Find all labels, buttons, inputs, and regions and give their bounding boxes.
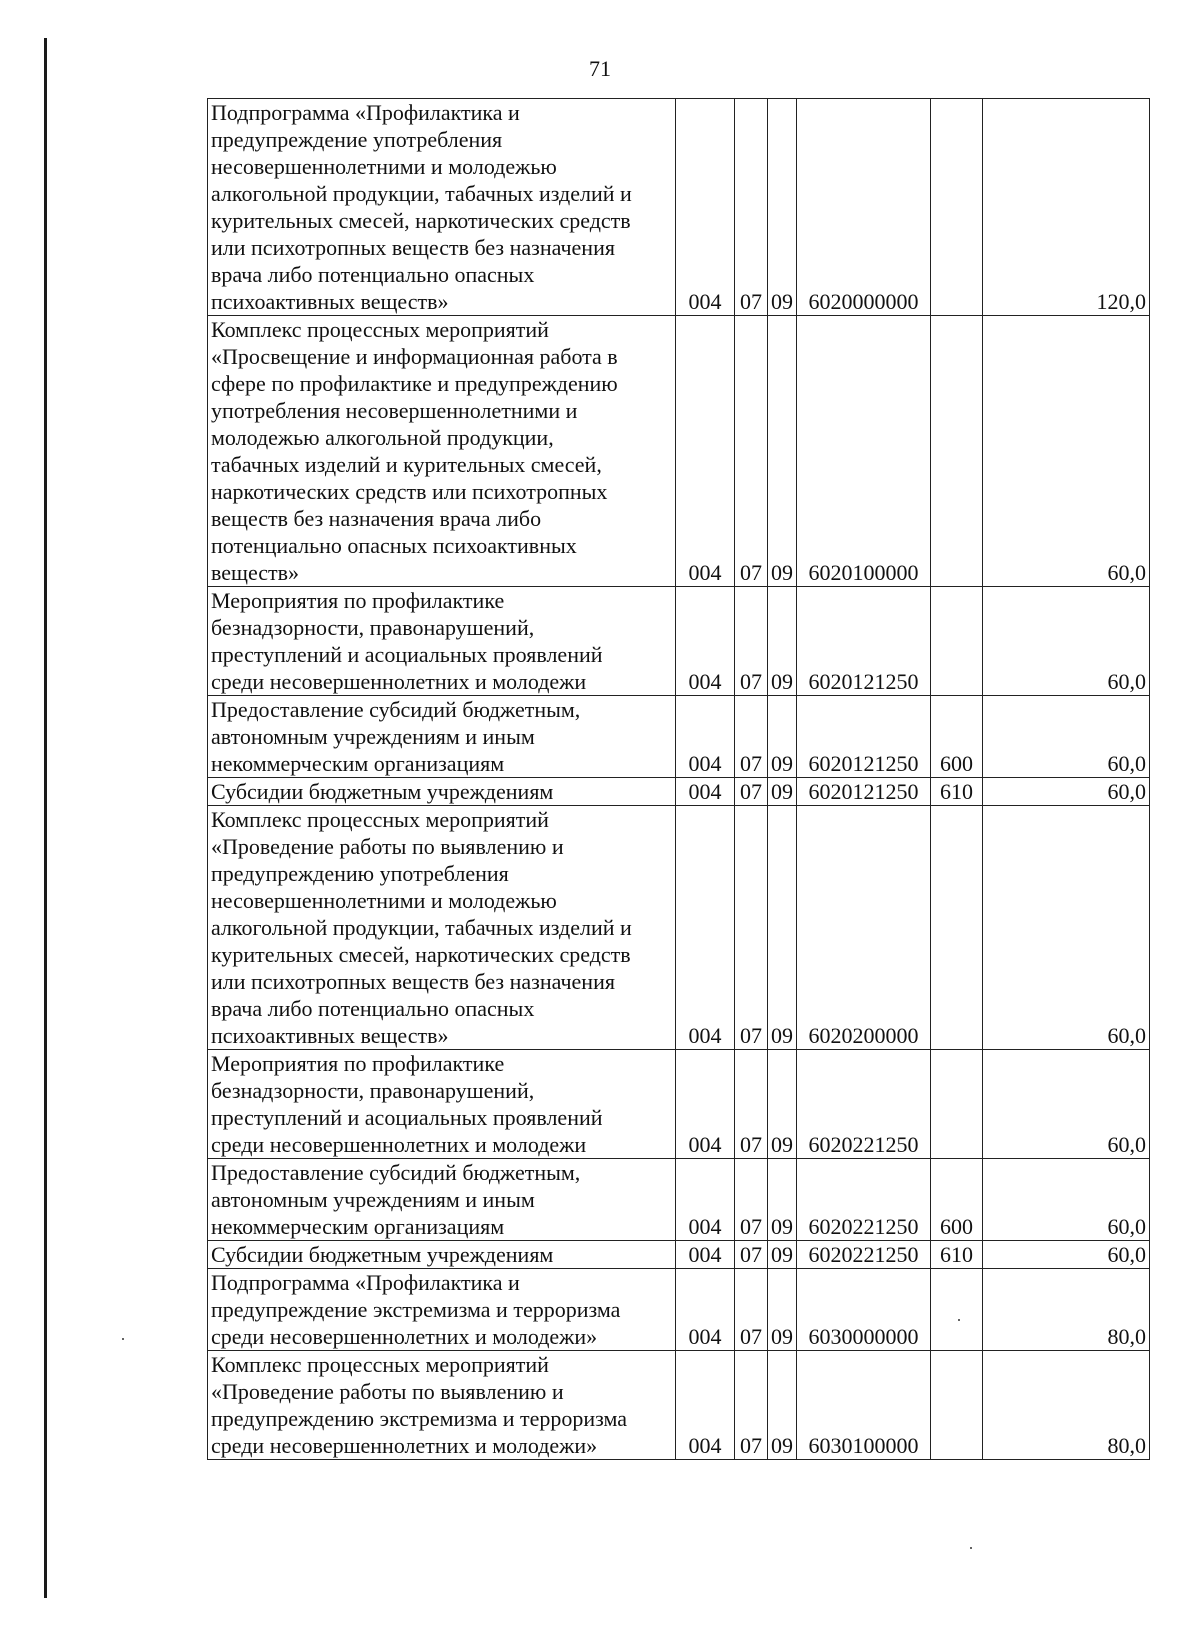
- amount: 60,0: [983, 1159, 1150, 1241]
- expense-type-code: [931, 1351, 983, 1460]
- row-name: Мероприятия по профилактике безнадзорности, правонарушений, преступлений и асоциальных проявлений среди несовершеннолетних и молодежи: [208, 1050, 676, 1159]
- target-article-code: 6020121250: [797, 696, 931, 778]
- subsection-code: 09: [768, 806, 797, 1050]
- row-name: Комплекс процессных мероприятий «Проведение работы по выявлению и предупреждению экстремизма и терроризма среди несовершеннолетних и молодежи»: [208, 1351, 676, 1460]
- ministry-code: 004: [676, 1351, 735, 1460]
- section-code: 07: [735, 1050, 768, 1159]
- row-name: Субсидии бюджетным учреждениям: [208, 778, 676, 806]
- amount: 60,0: [983, 778, 1150, 806]
- subsection-code: 09: [768, 587, 797, 696]
- target-article-code: 6030100000: [797, 1351, 931, 1460]
- row-name: Подпрограмма «Профилактика и предупреждение экстремизма и терроризма среди несовершеннолетних и молодежи»: [208, 1269, 676, 1351]
- amount: 60,0: [983, 316, 1150, 587]
- section-code: 07: [735, 1241, 768, 1269]
- subsection-code: 09: [768, 778, 797, 806]
- target-article-code: 6030000000: [797, 1269, 931, 1351]
- amount: 120,0: [983, 99, 1150, 316]
- ministry-code: 004: [676, 99, 735, 316]
- expense-type-code: [931, 99, 983, 316]
- row-name: Предоставление субсидий бюджетным, автономным учреждениям и иным некоммерческим организациям: [208, 1159, 676, 1241]
- target-article-code: 6020221250: [797, 1159, 931, 1241]
- subsection-code: 09: [768, 1351, 797, 1460]
- amount: 60,0: [983, 1050, 1150, 1159]
- table-row: [208, 696, 1150, 778]
- section-code: 07: [735, 1351, 768, 1460]
- expense-type-code: 610: [931, 1241, 983, 1269]
- section-code: 07: [735, 1159, 768, 1241]
- scan-speck: [122, 1338, 124, 1340]
- section-code: 07: [735, 696, 768, 778]
- subsection-code: 09: [768, 1159, 797, 1241]
- target-article-code: 6020100000: [797, 316, 931, 587]
- target-article-code: 6020221250: [797, 1241, 931, 1269]
- table-row: [208, 587, 1150, 696]
- table-row: [208, 99, 1150, 316]
- amount: 60,0: [983, 806, 1150, 1050]
- amount: 60,0: [983, 696, 1150, 778]
- amount: 60,0: [983, 1241, 1150, 1269]
- ministry-code: 004: [676, 1050, 735, 1159]
- ministry-code: 004: [676, 696, 735, 778]
- subsection-code: 09: [768, 316, 797, 587]
- table-row: [208, 316, 1150, 587]
- expense-type-code: [931, 806, 983, 1050]
- table-row: [208, 1241, 1150, 1269]
- section-code: 07: [735, 316, 768, 587]
- expense-type-code: [931, 1269, 983, 1351]
- target-article-code: 6020121250: [797, 587, 931, 696]
- table-row: [208, 1351, 1150, 1460]
- table-row: [208, 1269, 1150, 1351]
- subsection-code: 09: [768, 99, 797, 316]
- amount: 80,0: [983, 1269, 1150, 1351]
- expense-type-code: [931, 316, 983, 587]
- table-row: [208, 806, 1150, 1050]
- section-code: 07: [735, 99, 768, 316]
- ministry-code: 004: [676, 1159, 735, 1241]
- section-code: 07: [735, 1269, 768, 1351]
- row-name: Подпрограмма «Профилактика и предупреждение употребления несовершеннолетними и молодежью алкогольной продукции, табачных изделий и курительных смесей, наркотических средств или психотропных веществ без назначения врача либо потенциально опасных психоактивных веществ»: [208, 99, 676, 316]
- expense-type-code: [931, 1050, 983, 1159]
- amount: 80,0: [983, 1351, 1150, 1460]
- expense-type-code: 610: [931, 778, 983, 806]
- ministry-code: 004: [676, 316, 735, 587]
- ministry-code: 004: [676, 1269, 735, 1351]
- ministry-code: 004: [676, 587, 735, 696]
- table-row: [208, 1159, 1150, 1241]
- target-article-code: 6020121250: [797, 778, 931, 806]
- section-code: 07: [735, 587, 768, 696]
- subsection-code: 09: [768, 696, 797, 778]
- ministry-code: 004: [676, 806, 735, 1050]
- row-name: Комплекс процессных мероприятий «Проведение работы по выявлению и предупреждению употребления несовершеннолетними и молодежью алкогольной продукции, табачных изделий и курительных смесей, наркотических средств или психотропных веществ без назначения врача либо потенциально опасных психоактивных веществ»: [208, 806, 676, 1050]
- table-row: [208, 1050, 1150, 1159]
- section-code: 07: [735, 778, 768, 806]
- subsection-code: 09: [768, 1050, 797, 1159]
- expense-type-code: 600: [931, 1159, 983, 1241]
- budget-table: [207, 98, 1150, 1460]
- row-name: Комплекс процессных мероприятий «Просвещение и информационная работа в сфере по профилактике и предупреждению употребления несовершеннолетними и молодежью алкогольной продукции, табачных изделий и курительных смесей, наркотических средств или психотропных веществ без назначения врача либо потенциально опасных психоактивных веществ»: [208, 316, 676, 587]
- target-article-code: 6020200000: [797, 806, 931, 1050]
- scan-speck: [970, 1547, 972, 1549]
- subsection-code: 09: [768, 1241, 797, 1269]
- row-name: Субсидии бюджетным учреждениям: [208, 1241, 676, 1269]
- table-row: [208, 778, 1150, 806]
- row-name: Мероприятия по профилактике безнадзорности, правонарушений, преступлений и асоциальных проявлений среди несовершеннолетних и молодежи: [208, 587, 676, 696]
- ministry-code: 004: [676, 1241, 735, 1269]
- ministry-code: 004: [676, 778, 735, 806]
- expense-type-code: [931, 587, 983, 696]
- page-number: 71: [589, 56, 611, 81]
- expense-type-code: 600: [931, 696, 983, 778]
- scan-binding-line: [44, 38, 47, 1598]
- subsection-code: 09: [768, 1269, 797, 1351]
- target-article-code: 6020221250: [797, 1050, 931, 1159]
- amount: 60,0: [983, 587, 1150, 696]
- section-code: 07: [735, 806, 768, 1050]
- row-name: Предоставление субсидий бюджетным, автономным учреждениям и иным некоммерческим организациям: [208, 696, 676, 778]
- target-article-code: 6020000000: [797, 99, 931, 316]
